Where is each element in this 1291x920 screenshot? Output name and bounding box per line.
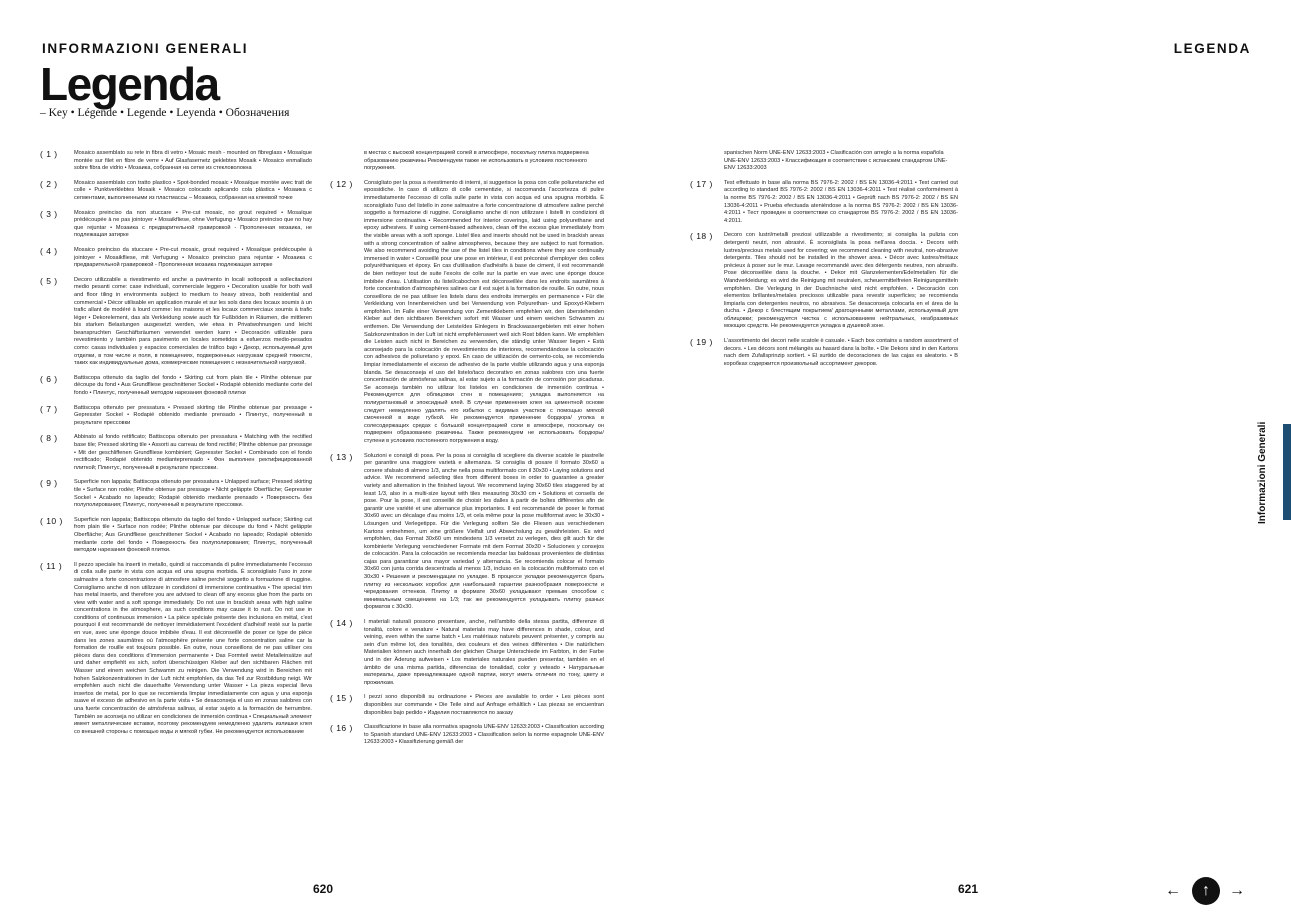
legend-number: ( 3 ): [40, 208, 58, 219]
legend-entry: [40, 479, 312, 509]
arrow-right-icon[interactable]: →: [1229, 882, 1245, 899]
legend-entry: [330, 724, 604, 747]
legend-text: I materiali naturali possono presentare, anche, nell'ambito della stessa partita, differenze di tonalità, colore e venature • Natural materials may have differences in shade, colour, and veining, even within the same batch • Les matériaux naturels peuvent présenter, y compris au sein d'un même lot, des tonalités, des couleurs et des veines différentes • Die natürlichen Materialien können auch innerhalb der gleichen Charge Unterschiede im Farbton, in der Farbe und in der Äderung aufweisen • Los materiales naturales pueden presentar, también en el ámbito de una misma partida, diferencias de tonalidad, color y veteado • Натуральные материалы, даже принадлежащие одной партии, могут иметь отличия по тону, цвету и прожилкам.: [364, 619, 604, 686]
side-label: Informazioni Generali: [1257, 421, 1268, 524]
legend-entry: [330, 619, 604, 687]
page-subtitle: – Key • Légende • Legende • Leyenda • Обозначения: [40, 107, 290, 119]
legend-number: ( 16 ): [330, 723, 353, 734]
page-number-right: 621: [958, 882, 979, 896]
page-title: Legenda: [40, 58, 219, 110]
legend-entry: [40, 247, 312, 270]
legend-number: ( 2 ): [40, 178, 58, 189]
continuation-text: spanischen Norm UNE-ENV 12633:2003 • Clasificación con arreglo a la norma española UNE-ENV 12633:2003 • Классификация в соответствии с испанским стандартом UNE-ENV 12633:2003: [724, 150, 948, 172]
legend-number: ( 10 ): [40, 515, 63, 526]
legend-number: ( 9 ): [40, 478, 58, 489]
legend-text: Abbinato al fondo rettificato; Battiscopa ottenuto per pressatura • Matching with the rectified base tile; Pressed skirting tile • Assorti au carreau de fond rectifié; Plinthe obtenue par pressage • Mit der geschliffenen Grundfliese kombiniert; Gepresster Sockel • Combinado con el fondo rectificado; Rodapié obtenido medianteprensado • Фон выполнен ректифицированной плиткой; Плинтус, полученный в результате прессовки.: [74, 434, 312, 471]
legend-text: Test effettuato in base alla norma BS 7976-2: 2002 / BS EN 13036-4:2011 • Test carried out according to standard BS 7976-2: 2002 / BS EN 13036-4:2011 • Test réalisé conformément à la norme BS 7976-2: 2002 / BS EN 13036-4:2011 • Geprüft nach BS 7976-2: 2002 / BS EN 13036-4:2011 • Prueba efectuada ateniéndose a la norma BS 7976-2: 2002 / BS EN 13036-4:2011 • Тест проведен в соответствии со стандартом BS 7976-2: 2002 / BS EN 13036-4:2011.: [724, 179, 958, 224]
legend-text: Mosaico preinciso da stuccare • Pre-cut mosaic, grout required • Mosaïque prédécoupée à jointoyer • Mosaikfliese, mit Verfugung • Mosaico preinciso para rejuntar • Мозаика с предварительной гравировкой - Прополенная мозаика подлежащая затирке: [74, 246, 312, 269]
legend-number: ( 17 ): [690, 178, 713, 189]
legend-entry: [690, 338, 958, 368]
legend-number: ( 11 ): [40, 560, 63, 571]
legend-entry: [40, 277, 312, 368]
legend-number: ( 6 ): [40, 373, 58, 384]
legend-entry: [330, 180, 604, 446]
legend-text: Consigliato per la posa a rivestimento di interni, si suggerisce la posa con colle poliuretaniche ed epossidiche. In caso di utilizzo di colle cementizie, si raccomanda l'accortezza di pulire immediatamente l'eccesso di colla sulle parte in vista con acqua ed una spugna morbida. È sconsigliato l'uso del listello in zone salmastre a forte concentrazione di atmosfere saline perché soggetto a formazione di ruggine. Consigliamo anche di non utilizzare i listelli in condizioni di immersione continuativa • Recommended for interior coverings, laid using polyurethane and epoxy adhesives. If using cement-based adhesives, clean off the excess glue immediately from the visible areas with a soft sponge. Listel tiles and inserts should not be used in brackish areas with a strong concentration of saline atmospheres, because they are subject to rust formation. We also recommend avoiding the use of the listel tiles in conditions where they are continually immersed in water • Conseillé pour une pose en intérieur, il est préconisé d'employer des colles polyuréthaniques et époxy. En cas d'utilisation d'adhésifs à base de ciment, il est recommandé de bien nettoyer tout de suite l'excès de colle sur la partie en vue avec une éponge douce imbibée d'eau. L'utilisation du listel/cabochon est déconseillée dans les endroits saumâtres à forte concentration d'atmosphères salines car il est sujet à la formation de rouille. En outre, nous conseillons de ne pas utiliser les listels dans des endroits immergés en permanence • Für die Verkleidung von Innenbereichen und bei Verwendung von Polyurethan- und Epoxyd-Klebern empfohlen. Im Falle einer Verwendung von Zementklebern empfehlen wir, den überstehenden Kleber auf den sichtbaren Bereichen sofort mit Wasser und einem weichen Schwamm zu entfernen. Die Verwendung der Leiste/des Einlegers in Brackwassergebieten mit einer hohen Salzkonzentration in der Luft ist nicht empfehlenswert weil sich Rost bilden kann. Wir empfehlen die Leisten auch nicht in Bereichen zu verwenden, die ständig unter Wasser liegen • Está aconsejado para la colocación de revestimientos de interiores, recomendándose la colocación con adhesivos de poliuretano y epoxi. En caso de utilización de cemento-cola, se recomienda limpiar inmediatamente el exceso de adhesivo de la parte visible utilizando agua y una esponja blanda. Se desaconseja el uso del listelo/taco decorativo en zonas salobres con una fuerte concentración de atmósferas salinas, al estar sujeto a la formación de corrosión por picaduras. Se aconseja también no utilizar los listelos en condiciones de inmersión continua • Рекомендуется для облицовки стен в помещениях; укладка выполняется на полиуретановый и эпоксидный клей. В случае применения клея на цементной основе следует немедленно удалять его избытки с видимых участков с помощью мягкой смоченной в воде губкой. Не рекомендуется применение бордюра/ уголка в солесодержащих средах с большой концентрацией соли в атмосфере, поскольку он подвержен образованию ржавчины. Также рекомендуем не использовать бордюры/ ступени в условиях постоянного погружения в воду.: [364, 179, 604, 444]
legend-text: I pezzi sono disponibili su ordinazione • Pieces are available to order • Les pièces sont disponibles sur commande • Die Teile sind auf Anfrage erhältlich • Las piezas se encuentran disponibles bajo pedido • Изделия поставляются по заказу: [364, 694, 604, 716]
legend-text: Superficie non lappata; Battiscopa ottenuto da taglio del fondo • Unlapped surface; Skirting cut from plain tile • Surface non rodée; Plinthe obtenue par découpe du fond • Nicht geläppte Oberfläche; Aus Grundfliese geschnittener Sockel • Acabado no lapeado; Rodapié obtenido mediante corte del fondo • Поверхность без полуполирования; Плинтус, полученный методом нарезания фоновой плитки.: [74, 516, 312, 554]
arrow-left-icon[interactable]: ←: [1165, 882, 1181, 899]
legend-entry: [690, 180, 958, 226]
legend-text: Mosaico assemblato con tratto plastico • Spot-bonded mosaic • Mosaïque montée avec trait de colle • Punktverklebtes Mosaik • Mosaico colocado aplicando cola plástica • Мозаика с сегментами, выполненными из пластмассы – Мозаика, собранная на клеевой точке: [74, 179, 312, 201]
legend-entry: [40, 180, 312, 203]
legend-number: ( 1 ): [40, 149, 58, 159]
legend-text: L'assortimento dei decori nelle scatole è casuale. • Each box contains a random assortment of decors. • Les décors sont mélangés au hasard dans la boîte. • Die Dekors sind in den Kartons nach dem Zufallsprinzip sortiert. • El surtido de decoraciones de las cajas es aleatorio. • В коробках содержится произвольный ассортимент декоров.: [724, 338, 958, 367]
page-number-left: 620: [313, 882, 334, 896]
legend-number: ( 8 ): [40, 433, 58, 444]
legend-text: Mosaico preinciso da non stuccare • Pre-cut mosaic, no grout required • Mosaïque prédécoupée à ne pas jointoyer • Mosaikfliese, ohne Verfugung • Mosaico preinciso que no hay que rejuntar • Мозаика с предварительной гравировкой - Прополенная мозаика, не подлежащая затирке: [74, 209, 312, 239]
legend-number: ( 12 ): [330, 178, 353, 189]
legend-entry: [690, 232, 958, 331]
legend-entry: [40, 150, 312, 173]
legend-number: ( 5 ): [40, 275, 58, 286]
column-2: [330, 150, 604, 754]
legend-entry: [40, 434, 312, 472]
legend-text: Battiscopa ottenuto per pressatura • Pressed skirting tile Plinthe obtenue par pressage • Gepresster Sockel • Rodapié obtenido mediante prensado • Плинтус, полученный в результате прессовки: [74, 404, 312, 426]
legend-number: ( 19 ): [690, 337, 713, 348]
legend-text: Classificazione in base alla normativa spagnola UNE-ENV 12633:2003 • Classification according to Spanish standard UNE-ENV 12633:2003 • Classification selon la norme espagnole UNE-ENV 12633:2003 • Klassifizierung gemäß der: [364, 724, 604, 746]
side-tab: [1283, 424, 1291, 520]
legend-number: ( 13 ): [330, 451, 353, 462]
continuation-text: в местах с высокой концентрацией солей в атмосфере, поскольку плитка подвержена образованию ржавчины Рекомендуем также не использовать в условиях постоянного погружения.: [364, 150, 589, 172]
legend-number: ( 14 ): [330, 618, 353, 629]
legend-number: ( 4 ): [40, 245, 58, 256]
legend-entry: [330, 694, 604, 717]
legend-number: ( 18 ): [690, 231, 713, 242]
right-title: LEGENDA: [1173, 41, 1251, 56]
legend-text: Mosaico assemblato su rete in fibra di vetro • Mosaic mesh - mounted on fibreglass • Mosaïque montée sur filet en fibre de verre • Auf Glasfasernetz geklebtes Mosaik • Mosaico enmallado sobre fibra de vidrio • Мозаика, собранная на сетке из стекловолокна: [74, 150, 312, 172]
legend-entry: [40, 210, 312, 240]
section-title: INFORMAZIONI GENERALI: [42, 41, 249, 56]
legend-text: Decoro con lustri/metalli preziosi utilizzabile a rivestimento; si consiglia la pulizia con detergenti neutri, non abrasivi. È sconsigliata la posa nell'area doccia. • Decors with lustres/precious metals used for covering; we recommend cleaning with neutral, non-abrasive detergents. Tiles should not be installed in the shower area. • Décor avec lustres/métaux précieux à poser sur le mur. Lavage recommandé avec des détergents neutres, non abrasifs. Pose déconseillée dans la douche. • Dekor mit Glanzelementen/Edelmetallen für die Wandverkleidung; es wird die Reinigung mit neutralen, scheuermittelfreien Reinigungsmitteln empfohlen. Die Verlegung in der Duschnische wird nicht empfohlen. • Decoración con elementos brillantes/metales preciosos utilizable para revestir superficies; se recomienda limpiarla con detergentes neutros, no abrasivos. Se desaconseja colocarla en el área de la ducha. • Декор с блестящим покрытием/ драгоценными металлами, используемый для облицовки; рекомендуется чистка с использованием нейтральных, неабразивных моющих средств. Не рекомендуется укладка в душевой зоне.: [724, 232, 958, 330]
legend-entry: [40, 517, 312, 555]
legend-text: Decoro utilizzabile a rivestimento ed anche a pavimento in locali sottoposti a sollecitazioni medio pesanti come: case individuali, commerciale leggero • Decoration usable for both wall and floor tiling in environments subject to medium to heavy stress, both residential and commercial • Décor utilisable en application murale et sur les sols dans des locaux soumis à un trafic allant de modéré à lourd comme: les maisons et les locaux commerciaux soumis à trafic léger • Dekorelement, das als Verkleidung sowie auch für Fußböden in Räumen, die mittleren bis starken Belastungen ausgesetzt werden, wie etwa in Privatwohnungen und leicht beanspruchten Geschäftsräumen verwendet werden kann • Decoración utilizable para revestimiento y también para pavimento en locales sometidos a esfuerzos medio-pesados como: casas individuales y espacios comerciales de tráfico bajo • Декор, используемый для отделки, в том числе и поля, в помещениях, подверженных нагрузкам средней тяжести, таких как индивидуальные дома, коммерческие помещения с незначительной нагрузкой.: [74, 276, 312, 367]
legend-text: Battiscopa ottenuto da taglio del fondo • Skirting cut from plain tile • Plinthe obtenue par découpe du fond • Aus Grundfliese geschnittener Sockel • Rodapié obtenido mediante corte del fondo • Плинтус, полученный методом нарезания фоновой плитки: [74, 374, 312, 397]
legend-entry: [40, 375, 312, 398]
legend-text: Il pezzo speciale ha inserti in metallo, quindi si raccomanda di pulire immediatamente l'eccesso di colla sulle parte in vista con acqua ed una spugna morbida. È sconsigliato l'uso in zone salmastre a forte concentrazione di atmosfere saline perché soggetto a formazione di ruggine. Consigliamo anche di non utilizzare in condizioni di immersione continuativa • The special trim has metal inserts, and therefore you are advised to clean off any excess glue from the parts on view with water and a soft sponge immediately. Do not use in brackish areas with high saline concentrations in the atmosphere, as such conditions may cause it to rust. Do not use in conditions of continuous immersion • La pièce spéciale présente des inclusions en métal, c'est pourquoi il est recommandé de nettoyer immédiatement l'excédent d'adhésif resté sur la partie en vue, avec une éponge douce imbibée d'eau. Il est déconseillé de poser ce type de pièce dans les zones saumâtres où l'atmosphère présente une forte concentration saline car la formation de rouille est toujours possible. En outre, nous conseillons de ne pas utiliser ces pièces dans des conditions d'immersion permanente • Das Formteil weist Metalleinsätze auf und daher empfiehlt es sich, sofort überschüssigen Kleber auf den sichtbaren Flächen mit Wasser und einem weichen Schwamm zu reinigen. Die Verwendung wird in Bereichen mit hohen Salzkonzentrationen in der Luft nicht empfohlen, da das Teil zur Rostbildung neigt. Wir empfehlen auch nicht die dauerhafte Verwendung unter Wasser • La pieza especial lleva insertos de metal, por lo que se recomienda limpiar inmediatamente con agua y una esponja suave el exceso de adhesivo en la parte vista • Se desaconseja el uso en zonas salobres con una fuerte concentración de atmósferas salinas, al estar sujeto a la formación de herrumbre. También se aconseja no utilizar en condiciones de inmersión continua • Специальный элемент имеет металлические вставки, поэтому рекомендуем немедленно удалить излишки клея со внешней стороны с помощью воды и мягкой губки. Не рекомендуется использование: [74, 561, 312, 735]
legend-number: ( 7 ): [40, 403, 58, 414]
arrow-up-icon[interactable]: ↑: [1192, 877, 1220, 905]
legend-text: Superficie non lappata; Battiscopa ottenuto per pressatura • Unlapped surface; Pressed skirting tile • Surface non rodée; Plinthe obtenue par pressage • Nicht geläppte Oberfläche; Gepresster Sockel • Acabado no lapeado; Rodapié obtenido mediante prensado • Поверхность без полуполирования; Плинтус, полученный в результате прессовки.: [74, 479, 312, 509]
legend-number: ( 15 ): [330, 693, 353, 704]
legend-text: Soluzioni e consigli di posa. Per la posa si consiglia di scegliere da diverse scatole le piastrelle per garantire una maggiore varietà e alternanza. Si consiglia di posare il formato 30x60 a corsere sfalsato di almeno 1/3, anche nella posa multiformato con il 30x30 • Laying solutions and advice. We recommend selecting tiles from different boxes in order to guarantee a greater variety and alternation in the finished layout. We recommend laying 30x60 tiles staggered by at least 1/3, also in a multi-size layout with tiles measuring 30x30 cm • Solutions et conseils de pose. Pour la pose, il est conseillé de choisir les dalles à partir de boîtes différentes afin de garantir une variété et une alternance plus importantes. Il est recommandé de poser le format 30x60 avec un décalage d'au moins 1/3, et cela même pour la pose multiformat avec le 30x30 • Lösungen und Verlegetipps. Für die Verlegung sollten Sie die Fliesen aus verschiedenen Kartons entnehmen, um eine größere Vielfalt und Abwechslung zu gewährleisten. Es wird empfohlen, das Format 30x60 um mindestens 1/3 versetzt zu verlegen, dies gilt auch für die kombinierte Verlegung verschiedener Formate mit dem Format 30x30 • Soluciones y consejos de colocación. Para la colocación se recomienda mezclar las baldosas provenientes de distintas cajas para garantizar una mayor variedad y alternancia. Se recomienda colocar el formato 30x60 con junta corrida descentrada al menos 1/3, incluso en la colocación multiformato con el 30x30 • Решения и рекомендации по укладке. В процессе укладки рекомендуется брать плитку из нескольких коробок для наибольшей гарантии разнообразия поверхности и чередования оттенков. Плитку в формате 30x60 укладывают премым способом с минимальным смещением на 1/3; так же рекомендуется укладывать плитку разных форматов с 30x30.: [364, 452, 604, 611]
legend-entry: [40, 405, 312, 428]
legend-entry: [40, 562, 312, 737]
legend-entry: [330, 453, 604, 612]
column-3: [690, 150, 958, 375]
column-1: [40, 150, 312, 743]
